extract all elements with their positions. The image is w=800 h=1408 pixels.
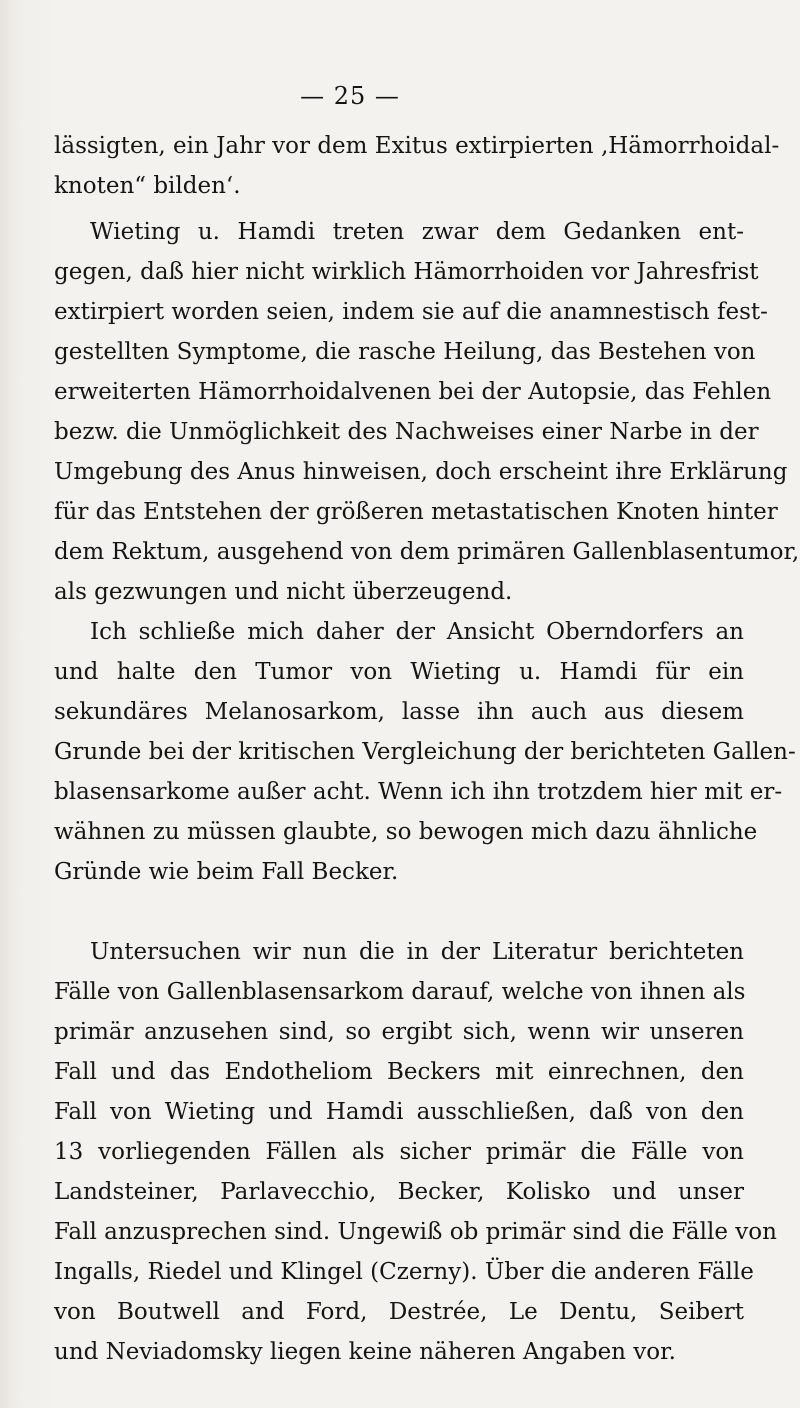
text-line: dem Rektum, ausgehend von dem primären Gallenblasentumor, xyxy=(54,539,800,565)
text-line: erweiterten Hämorrhoidalvenen bei der Autopsie, das Fehlen xyxy=(54,379,772,405)
text-line: gestellten Symptome, die rasche Heilung, das Bestehen von xyxy=(54,339,756,365)
text-line: Fall von Wieting und Hamdi ausschließen, daß von den xyxy=(54,1099,744,1125)
text-line: extirpiert worden seien, indem sie auf die anamnestisch fest- xyxy=(54,299,768,325)
text-line: Fall anzusprechen sind. Ungewiß ob primär sind die Fälle von xyxy=(54,1219,777,1245)
text-line: von Boutwell and Ford, Destrée, Le Dentu, Seibert xyxy=(54,1299,744,1325)
text-line: lässigten, ein Jahr vor dem Exitus extirpierten ‚Hämorrhoidal- xyxy=(54,133,780,159)
text-line: sekundäres Melanosarkom, lasse ihn auch aus diesem xyxy=(54,699,744,725)
text-line: gegen, daß hier nicht wirklich Hämorrhoiden vor Jahresfrist xyxy=(54,259,759,285)
text-line: primär anzusehen sind, so ergibt sich, wenn wir unseren xyxy=(54,1019,744,1045)
text-line: Fälle von Gallenblasensarkom darauf, welche von ihnen als xyxy=(54,979,746,1005)
text-line: Umgebung des Anus hinweisen, doch erscheint ihre Erklärung xyxy=(54,459,788,485)
text-line: und Neviadomsky liegen keine näheren Angaben vor. xyxy=(54,1339,676,1365)
text-line: und halte den Tumor von Wieting u. Hamdi für ein xyxy=(54,659,744,685)
text-line: Wieting u. Hamdi treten zwar dem Gedanken ent- xyxy=(90,219,744,245)
text-line: Fall und das Endotheliom Beckers mit einrechnen, den xyxy=(54,1059,744,1085)
text-line: Ingalls, Riedel und Klingel (Czerny). Über die anderen Fälle xyxy=(54,1259,754,1285)
text-line: Ich schließe mich daher der Ansicht Oberndorfers an xyxy=(90,619,744,645)
text-line: Gründe wie beim Fall Becker. xyxy=(54,859,399,885)
text-line: Grunde bei der kritischen Vergleichung der berichteten Gallen- xyxy=(54,739,796,765)
text-line: 13 vorliegenden Fällen als sicher primär die Fälle von xyxy=(54,1139,744,1165)
text-line: wähnen zu müssen glaubte, so bewogen mich dazu ähnliche xyxy=(54,819,758,845)
page-number: — 25 — xyxy=(300,82,400,110)
text-line: Untersuchen wir nun die in der Literatur berichteten xyxy=(90,939,744,965)
text-line: blasensarkome außer acht. Wenn ich ihn trotzdem hier mit er- xyxy=(54,779,783,805)
text-line: Landsteiner, Parlavecchio, Becker, Kolisko und unser xyxy=(54,1179,744,1205)
text-line: knoten“ bilden‘. xyxy=(54,173,241,199)
text-line: als gezwungen und nicht überzeugend. xyxy=(54,579,513,605)
text-line: für das Entstehen der größeren metastatischen Knoten hinter xyxy=(54,499,778,525)
text-line: bezw. die Unmöglichkeit des Nachweises einer Narbe in der xyxy=(54,419,759,445)
